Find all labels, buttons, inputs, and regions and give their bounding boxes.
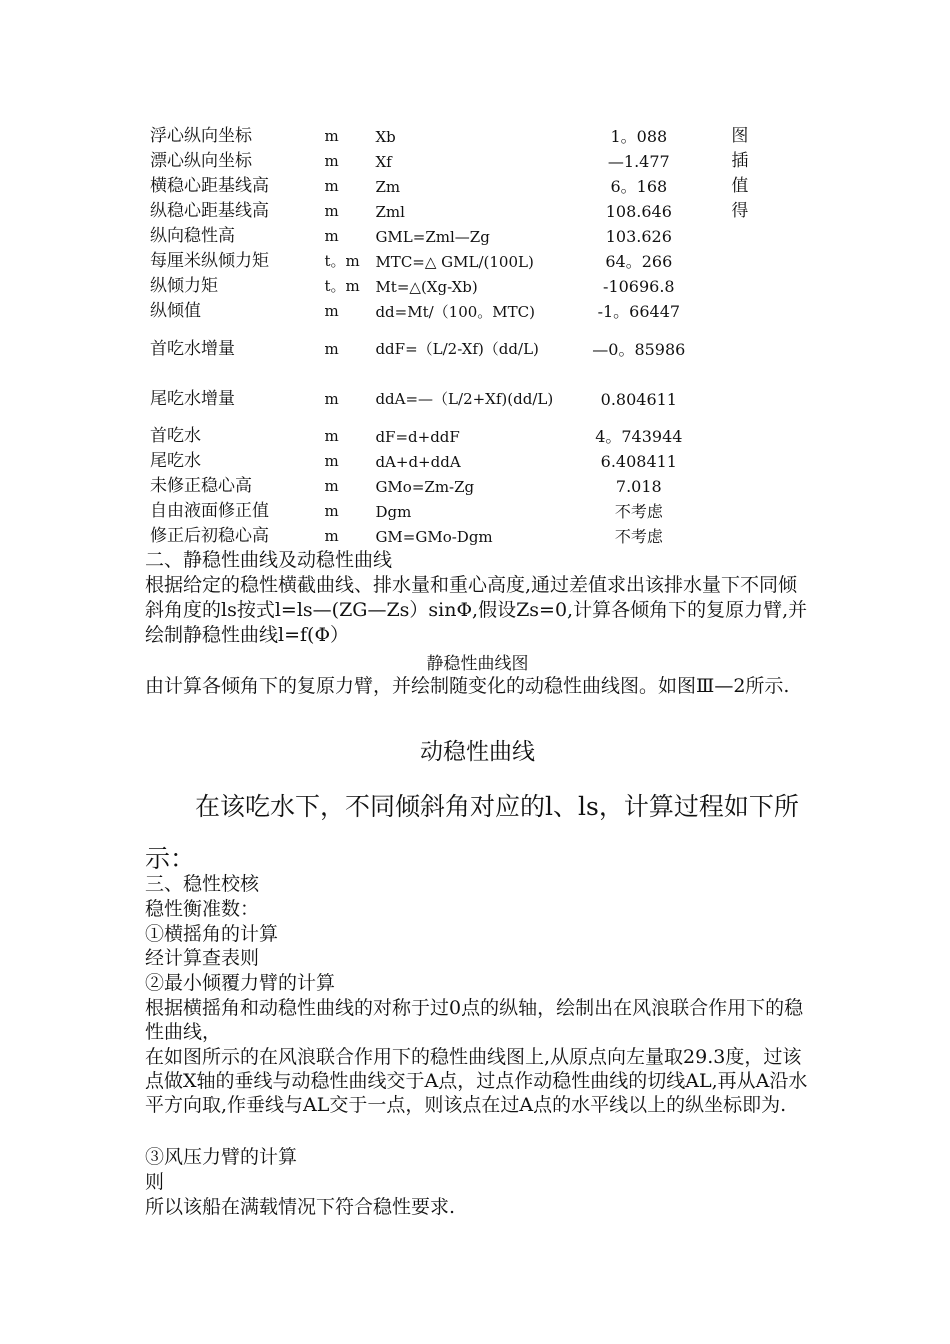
section3-paragraph-2: 在如图所示的在风浪联合作用下的稳性曲线图上,从原点向左量取29.3度，过该点做X轴的垂线与动稳性曲线交于A点，过点作动稳性曲线的切线AL,再从A沿水平方向取,作垂线与AL交于一点，则该点在过A点的水平线以上的纵坐标即为.	[145, 1046, 808, 1116]
param-value: 108.646	[605, 202, 672, 221]
table-row	[150, 424, 790, 449]
section2-paragraph-3: 在该吃水下，不同倾斜角对应的l、ls，计算过程如下所示：	[145, 792, 799, 873]
section3-paragraph-1: 根据横摇角和动稳性曲线的对称于过0点的纵轴，绘制出在风浪联合作用下的稳性曲线，	[145, 997, 804, 1043]
note-cell	[717, 449, 790, 474]
table-row	[150, 224, 790, 249]
param-name: 修正后初稳心高	[150, 526, 269, 546]
param-formula: Xf	[375, 152, 392, 171]
param-name: 漂心纵向坐标	[150, 151, 252, 171]
note-cell	[717, 424, 790, 449]
conclusion-line: 所以该船在满载情况下符合稳性要求.	[145, 1196, 456, 1218]
param-formula: dF=d+ddF	[375, 427, 460, 446]
note-cell	[717, 299, 790, 324]
note-cell	[717, 249, 790, 274]
roll-angle-heading: ①横摇角的计算	[145, 923, 279, 945]
note-cell	[717, 474, 790, 499]
criterion-line: 稳性衡准数：	[145, 898, 260, 920]
param-value: 1。088	[610, 127, 668, 146]
param-unit: m	[324, 477, 339, 495]
wind-lever-result: 则	[145, 1171, 165, 1193]
table-row	[150, 249, 790, 274]
param-unit: t。m	[324, 252, 360, 270]
param-unit: m	[324, 152, 339, 170]
param-value: 4。743944	[595, 427, 683, 446]
table-row	[150, 174, 790, 199]
table-row	[150, 449, 790, 474]
param-unit: m	[324, 389, 339, 408]
table-row	[150, 374, 790, 424]
note-cell: 插	[731, 151, 749, 171]
table-row	[150, 524, 790, 549]
note-cell: 图	[731, 126, 749, 146]
table-row	[150, 149, 790, 174]
param-name: 每厘米纵倾力矩	[150, 251, 269, 271]
param-value: —0。85986	[592, 339, 686, 359]
param-value: 不考虑	[614, 527, 663, 546]
param-unit: m	[324, 502, 339, 520]
param-unit: m	[324, 302, 339, 320]
table-row	[150, 474, 790, 499]
table-row	[150, 324, 790, 374]
param-name: 尾吃水增量	[150, 388, 235, 409]
param-formula: Dgm	[375, 502, 412, 521]
table-row	[150, 274, 790, 299]
param-value: —1.477	[607, 152, 670, 171]
param-formula: dd=Mt/（100。MTC)	[375, 302, 535, 321]
param-unit: m	[324, 202, 339, 220]
param-formula: Xb	[375, 127, 396, 146]
param-formula: GML=Zml—Zg	[375, 227, 490, 246]
param-name: 未修正稳心高	[150, 476, 252, 496]
note-cell	[717, 274, 790, 299]
note-cell	[717, 499, 790, 524]
param-name: 纵倾值	[150, 301, 201, 321]
param-name: 首吃水	[150, 426, 201, 446]
wind-lever-heading: ③风压力臂的计算	[145, 1146, 298, 1168]
section2-heading: 二、静稳性曲线及动稳性曲线	[145, 549, 393, 571]
table-row	[150, 299, 790, 324]
section2-paragraph-1: 根据给定的稳性横截曲线、排水量和重心高度,通过差值求出该排水量下不同倾斜角度的ls按式l=ls—(ZG—Zs）sinΦ,假设Zs=0,计算各倾角下的复原力臂,并绘制静稳性曲线l=f(Φ）	[145, 574, 808, 646]
param-value: 6.408411	[600, 452, 677, 471]
param-value: 0.804611	[600, 389, 677, 409]
note-cell	[717, 324, 790, 374]
param-unit: m	[324, 527, 339, 545]
param-name: 自由液面修正值	[150, 501, 269, 521]
table-row	[150, 499, 790, 524]
param-formula: Mt=△(Xg-Xb)	[375, 277, 478, 296]
param-unit: m	[324, 452, 339, 470]
param-value: 不考虑	[614, 502, 663, 521]
static-stability-caption: 静稳性曲线图	[426, 654, 529, 674]
param-name: 横稳心距基线高	[150, 176, 269, 196]
param-value: 64。266	[605, 252, 673, 271]
param-name: 纵稳心距基线高	[150, 201, 269, 221]
param-value: 7.018	[615, 477, 662, 496]
param-unit: m	[324, 339, 339, 358]
param-formula: Zm	[375, 177, 401, 196]
param-unit: m	[324, 427, 339, 445]
note-cell	[717, 374, 790, 424]
section2-paragraph-2: 由计算各倾角下的复原力臂，并绘制随变化的动稳性曲线图。如图Ⅲ—2所示.	[145, 675, 790, 697]
param-unit: t。m	[324, 277, 360, 295]
param-value: 6。168	[610, 177, 668, 196]
param-formula: MTC=△ GML/(100L)	[375, 252, 534, 271]
note-cell	[717, 224, 790, 249]
note-cell: 值	[731, 176, 749, 196]
dynamic-stability-caption: 动稳性曲线	[420, 739, 535, 765]
capsizing-lever-heading: ②最小倾覆力臂的计算	[145, 972, 336, 994]
param-name: 尾吃水	[150, 451, 201, 471]
param-value: -10696.8	[603, 277, 675, 296]
parameter-table	[150, 124, 790, 549]
param-name: 浮心纵向坐标	[150, 126, 252, 146]
param-name: 纵倾力矩	[150, 276, 218, 296]
note-cell: 得	[731, 201, 749, 221]
table-row	[150, 199, 790, 224]
param-value: 103.626	[605, 227, 672, 246]
param-unit: m	[324, 127, 339, 145]
param-formula: GM=GMo-Dgm	[375, 527, 493, 546]
param-formula: dA+d+ddA	[375, 452, 461, 471]
roll-angle-result: 经计算查表则	[145, 947, 260, 969]
table-row	[150, 124, 790, 149]
param-unit: m	[324, 227, 339, 245]
param-formula: Zml	[375, 202, 405, 221]
param-formula: ddF=（L/2-Xf)（dd/L)	[375, 340, 539, 358]
param-unit: m	[324, 177, 339, 195]
param-name: 纵向稳性高	[150, 226, 235, 246]
section3-heading: 三、稳性校核	[145, 873, 260, 895]
param-formula: ddA=—（L/2+Xf)(dd/L)	[375, 390, 554, 408]
note-cell	[717, 524, 790, 549]
param-formula: GMo=Zm-Zg	[375, 477, 475, 496]
param-name: 首吃水增量	[150, 338, 235, 359]
param-value: -1。66447	[597, 302, 681, 321]
